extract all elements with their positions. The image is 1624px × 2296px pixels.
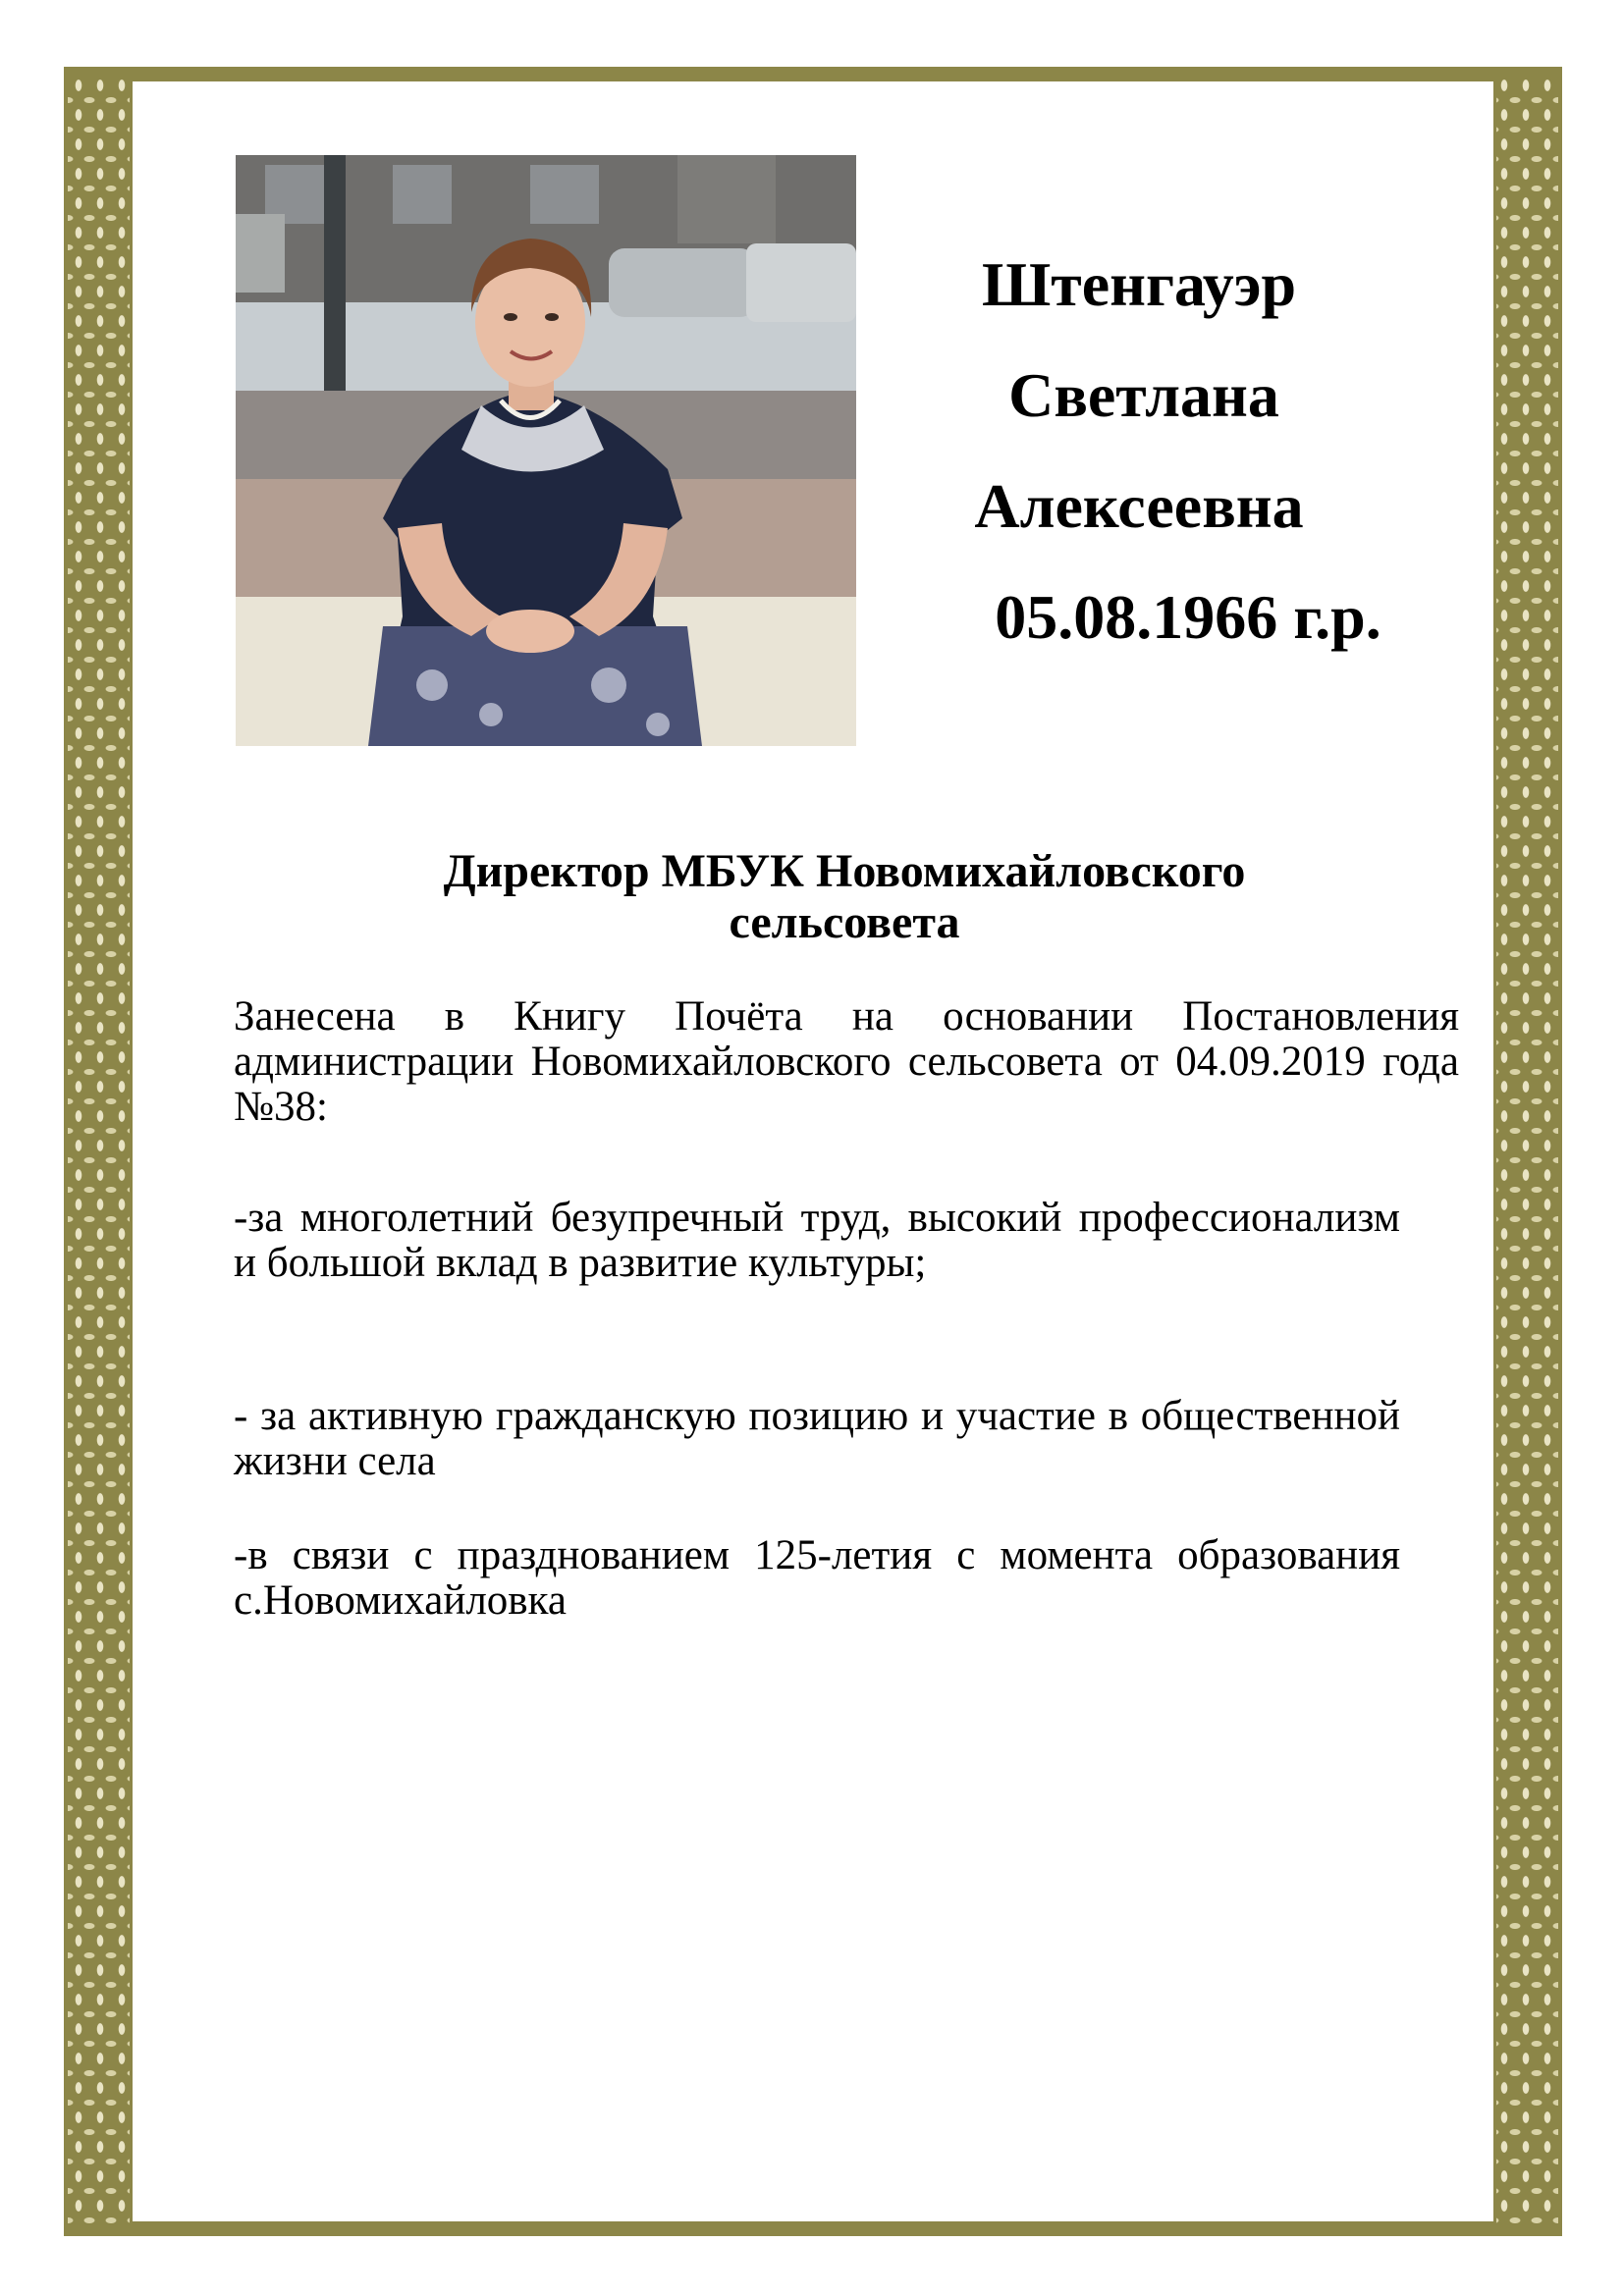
position-title-line2: сельсовета [729, 896, 960, 948]
person-birth-date: 05.08.1966 г.р. [995, 582, 1381, 652]
person-name-block [913, 249, 1463, 652]
award-intro-paragraph: Занесена в Книгу Почёта на основании Постановления администрации Новомихайловского сельсовета от 04.09.2019 года №38: [234, 993, 1459, 1130]
person-patronymic: Алексеевна [974, 471, 1304, 541]
position-title [295, 846, 1394, 948]
portrait-photo-icon [236, 155, 856, 746]
frame-top-band [64, 67, 1562, 79]
frame-bottom-band [64, 2224, 1562, 2236]
position-title-line1: Директор МБУК Новомихайловского [443, 845, 1246, 897]
portrait-photo [236, 155, 856, 746]
person-first-name: Светлана [1008, 360, 1279, 430]
award-reason-1: -за многолетний безупречный труд, высокий профессионализм и большой вклад в развитие культуры; [234, 1195, 1400, 1286]
award-reason-3: -в связи с празднованием 125-летия с момента образования с.Новомихайловка [234, 1532, 1400, 1624]
person-surname: Штенгауэр [981, 249, 1297, 319]
award-reason-2: - за активную гражданскую позицию и участие в общественной жизни села [234, 1393, 1400, 1484]
